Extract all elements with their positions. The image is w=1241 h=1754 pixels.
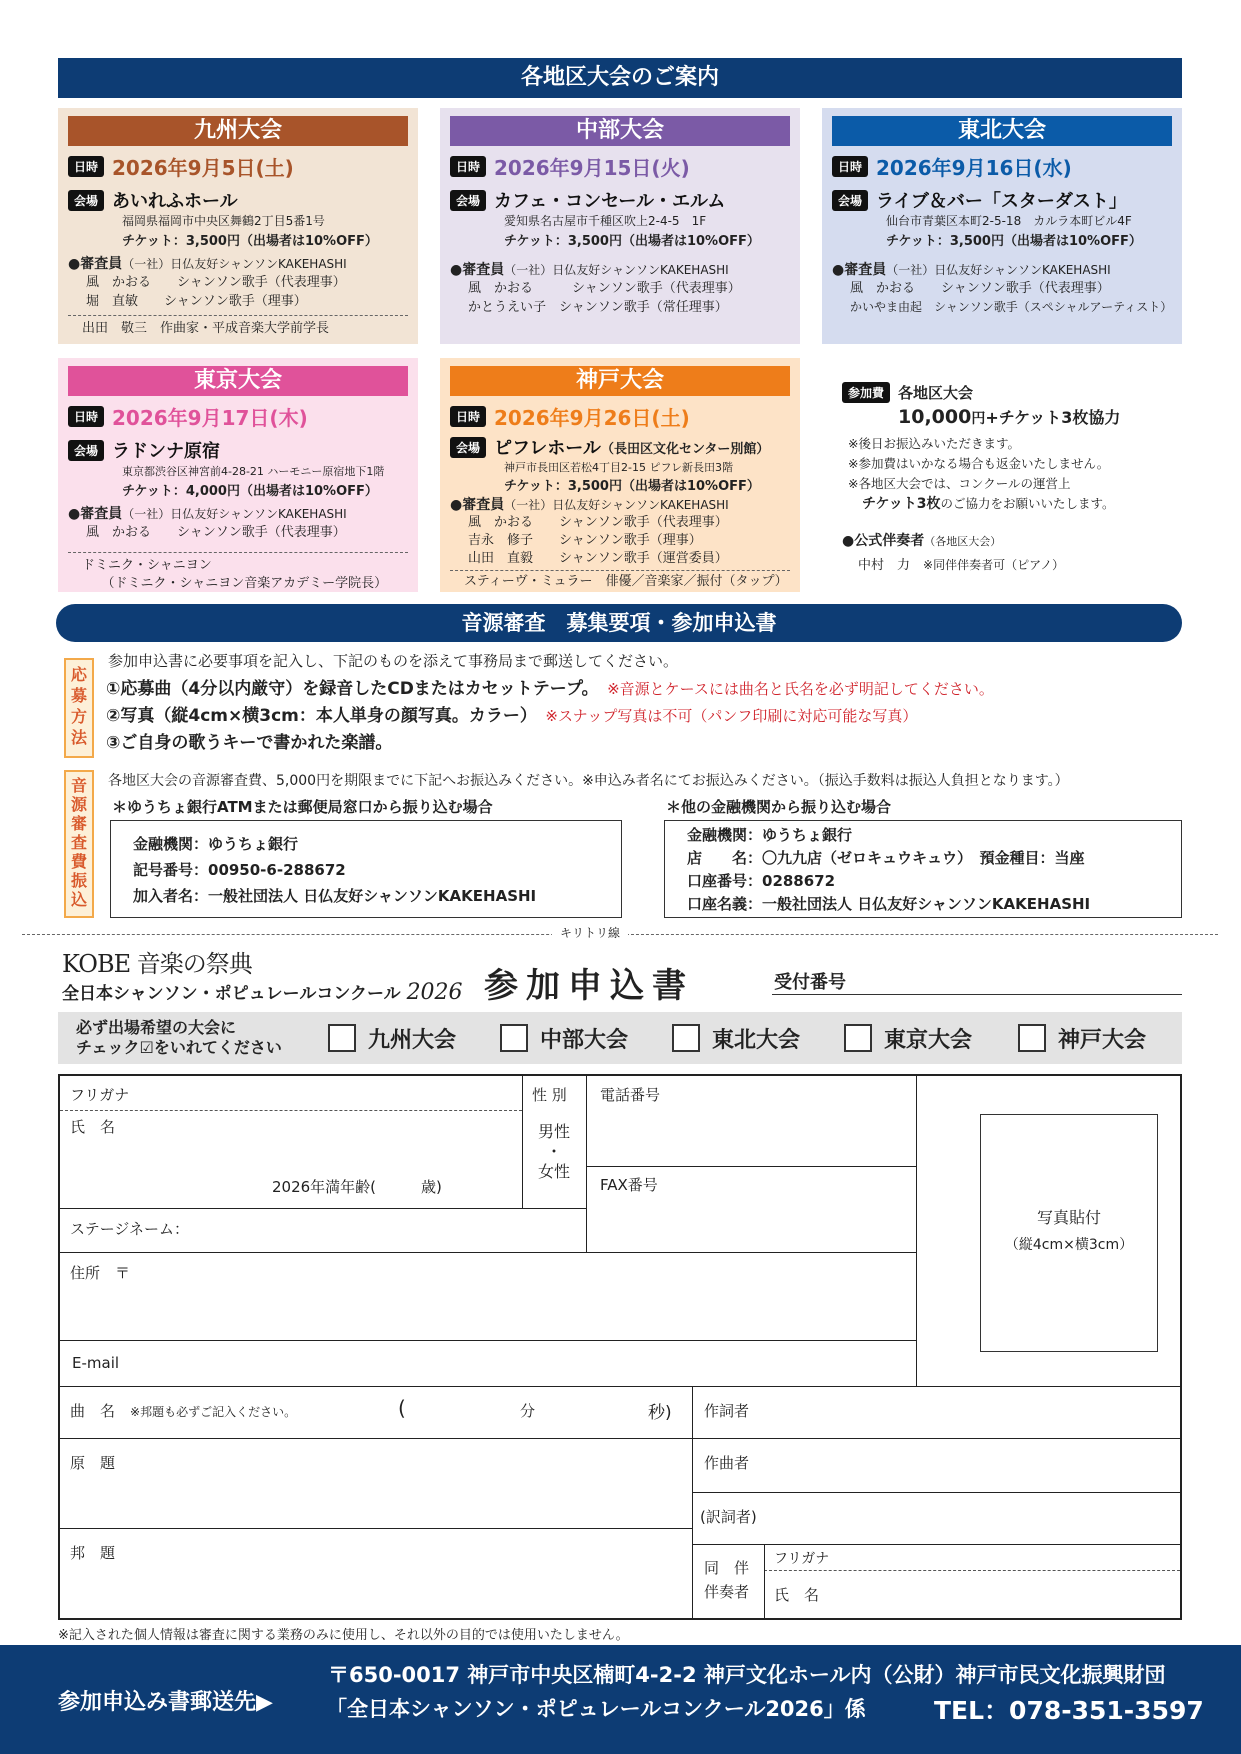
checkbox[interactable]	[844, 1024, 872, 1052]
song-time-min: 分	[520, 1402, 536, 1420]
contest-card-kobe	[440, 358, 800, 592]
contest-venue: ラドンナ原宿	[112, 441, 221, 462]
checkbox[interactable]	[500, 1024, 528, 1052]
gender-options[interactable]: 男性 ・ 女性	[537, 1122, 570, 1181]
contest-address: 仙台市青葉区本町2-5-18 カルラ本町ビル4F	[886, 214, 1132, 228]
contest-ticket: チケット：3,500円（出場者は10%OFF）	[886, 234, 1142, 249]
japanese-title-label: 邦 題	[70, 1544, 116, 1562]
payment-left-heading: ＊ゆうちょ銀行ATMまたは郵便局窓口から振り込む場合	[112, 798, 493, 816]
venue-tag: 会場	[68, 190, 104, 211]
checkbox[interactable]	[328, 1024, 356, 1052]
photo-size: （縦4cm×横3cm）	[1004, 1237, 1134, 1253]
photo-label: 写真貼付	[1036, 1208, 1101, 1227]
guest-judge: スティーヴ・ミュラー 俳優／音楽家／振付（タップ）	[450, 570, 790, 591]
contest-title: 九州大会	[68, 116, 408, 146]
footer-address: 〒650-0017 神戸市中央区楠町4-2-2 神戸文化ホール内（公財）神戸市民文化振興財団	[328, 1663, 1166, 1687]
judges-heading: ●審査員（一社）日仏友好シャンソンKAKEHASHI	[450, 262, 729, 278]
stage-name-label: ステージネーム：	[70, 1220, 189, 1238]
accompanist-furigana-label: フリガナ	[774, 1551, 830, 1567]
judges-heading: ●審査員（一社）日仏友好シャンソンKAKEHASHI	[450, 497, 729, 513]
judge: 風 かおる シャンソン歌手（代表理事）	[86, 525, 346, 540]
judge: 風 かおる シャンソン歌手（代表理事）	[86, 275, 346, 290]
contest-title: 東北大会	[832, 116, 1172, 146]
check-tokyo[interactable]: 東京大会	[844, 1023, 1018, 1054]
contest-title: 神戸大会	[450, 366, 790, 396]
furigana-label: フリガナ	[70, 1086, 130, 1104]
venue-tag: 会場	[68, 440, 104, 461]
accompanist-name-label: 氏 名	[774, 1586, 820, 1604]
contest-ticket: チケット：3,500円（出場者は10%OFF）	[504, 479, 760, 494]
application-form	[58, 1074, 1182, 1620]
footer-tel: TEL：078-351-3597	[934, 1696, 1204, 1725]
date-tag: 日時	[450, 406, 486, 427]
footer-label: 参加申込み書郵送先▶	[58, 1690, 273, 1715]
payment-right-heading: ＊他の金融機関から振り込む場合	[666, 798, 892, 816]
accompanist-label: 同 伴 伴奏者	[704, 1559, 750, 1601]
fee-notes: ※後日お振込みいただきます。 ※参加費はいかなる場合も返金いたしません。 ※各地区大会では、コンクールの運営上 チケット3枚のご協力をお願いいたします。	[848, 436, 1115, 512]
apply-items: ①応募曲（4分以内厳守）を録音したCDまたはカセットテープ。 ※音源とケースには曲名と氏名を必ず明記してください。 ②写真（縦4cm×横3cm：本人単身の顔写真。カラー） ※スナップ写真は不可（パンフ印刷に対応可能な写真） ③ご自身の歌うキーで書かれた楽譜。	[106, 679, 994, 753]
contest-title: 東京大会	[68, 366, 408, 396]
judge: 風 かおる シャンソン歌手（代表理事）	[468, 281, 741, 296]
mailing-footer	[0, 1645, 1241, 1754]
judge: 風 かおる シャンソン歌手（代表理事）	[468, 515, 728, 530]
form-logo: KOBE 音楽の祭典 全日本シャンソン・ポピュレールコンクール 2026	[62, 950, 463, 1005]
contest-ticket: チケット：4,000円（出場者は10%OFF）	[122, 484, 378, 499]
venue-tag: 会場	[450, 190, 486, 211]
payment-left-box: 金融機関：ゆうちょ銀行 記号番号：00950-6-288672 加入者名：一般社団法人 日仏友好シャンソンKAKEHASHI	[110, 820, 622, 918]
contest-ticket: チケット：3,500円（出場者は10%OFF）	[504, 234, 760, 249]
receipt-number-label: 受付番号	[774, 972, 846, 993]
judges-heading: ●審査員（一社）日仏友好シャンソンKAKEHASHI	[68, 506, 347, 522]
judge: 風 かおる シャンソン歌手（代表理事）	[850, 281, 1110, 296]
date-tag: 日時	[832, 156, 868, 177]
fee-amount: 10,000円+チケット3枚協力	[898, 406, 1121, 428]
contest-ticket: チケット：3,500円（出場者は10%OFF）	[122, 234, 378, 249]
contest-venue-sub: （長田区文化センター別館）	[600, 441, 770, 457]
contest-venue: あいれふホール	[112, 191, 238, 212]
contest-address: 東京都渋谷区神宮前4-28-21 ハーモニー原宿地下1階	[122, 465, 385, 478]
check-kobe[interactable]: 神戸大会	[1018, 1023, 1146, 1054]
fee-tag: 参加費	[842, 382, 890, 403]
check-kyushu[interactable]: 九州大会	[328, 1023, 500, 1054]
song-time-sec: 秒)	[648, 1403, 672, 1423]
guest-judge: ドミニク・シャニヨン （ドミニク・シャニヨン音楽アカデミー学院長）	[68, 552, 408, 593]
phone-label: 電話番号	[600, 1086, 661, 1104]
judge: 吉永 修子 シャンソン歌手（理事）	[468, 533, 702, 548]
payment-intro: 各地区大会の音源審査費、5,000円を期限までに下記へお振込みください。※申込み者名にてお振込みください。（振込手数料は振込人負担となります。）	[108, 773, 1069, 789]
contest-date: 2026年9月16日(水)	[876, 156, 1072, 180]
check-tohoku[interactable]: 東北大会	[672, 1023, 844, 1054]
footer-office: 「全日本シャンソン・ポピュレールコンクール2026」係	[326, 1697, 866, 1721]
lyricist-label: 作詞者	[704, 1402, 750, 1420]
song-label: 曲 名 ※邦題も必ずご記入ください。	[70, 1402, 297, 1420]
judge: かいやま由起 シャンソン歌手（スペシャルアーティスト）	[850, 300, 1173, 314]
contest-address: 神戸市長田区若松4丁目2-15 ピフレ新長田3階	[504, 461, 734, 474]
checkbox[interactable]	[672, 1024, 700, 1052]
receipt-number-field[interactable]	[772, 994, 1182, 995]
judge: 堀 直敏 シャンソン歌手（理事）	[86, 294, 307, 309]
composer-label: 作曲者	[704, 1454, 750, 1472]
judge: 山田 直毅 シャンソン歌手（運営委員）	[468, 551, 728, 566]
date-tag: 日時	[68, 406, 104, 427]
checkbox[interactable]	[1018, 1024, 1046, 1052]
contest-card-tokyo	[58, 358, 418, 592]
contest-card-kyushu	[58, 108, 418, 344]
cut-line-label: キリトリ線	[552, 924, 628, 941]
check-chubu[interactable]: 中部大会	[500, 1023, 672, 1054]
venue-tag: 会場	[832, 190, 868, 211]
contest-venue: ピフレホール	[494, 438, 601, 459]
contest-venue: ライブ＆バー「スターダスト」	[876, 191, 1127, 212]
gender-label: 性 別	[532, 1086, 567, 1104]
apply-intro: 参加申込書に必要事項を記入し、下記のものを添えて事務局まで郵送してください。	[108, 652, 679, 670]
address-label: 住所 〒	[70, 1264, 131, 1282]
fax-label: FAX番号	[600, 1176, 658, 1194]
song-time-open: (	[398, 1396, 406, 1420]
contest-date: 2026年9月15日(火)	[494, 156, 690, 180]
date-tag: 日時	[450, 156, 486, 177]
contest-check-bar	[58, 1012, 1182, 1064]
check-instruction: 必ず出場希望の大会に チェック☑をいれてください	[76, 1018, 282, 1057]
contest-date: 2026年9月5日(土)	[112, 156, 294, 180]
header-banner: 各地区大会のご案内	[58, 58, 1182, 98]
contest-title: 中部大会	[450, 116, 790, 146]
venue-tag: 会場	[450, 437, 486, 458]
name-label: 氏 名	[70, 1118, 116, 1136]
judges-heading: ●審査員（一社）日仏友好シャンソンKAKEHASHI	[68, 256, 347, 272]
age-label: 2026年満年齢( 歳)	[272, 1178, 442, 1196]
contest-address: 愛知県名古屋市千種区吹上2-4-5 1F	[504, 214, 707, 228]
contest-address: 福岡県福岡市中央区舞鶴2丁目5番1号	[122, 214, 325, 228]
contest-date: 2026年9月26日(土)	[494, 406, 690, 430]
translator-label: (訳詞者)	[700, 1508, 757, 1526]
original-title-label: 原 題	[70, 1454, 116, 1472]
email-label: E-mail	[72, 1354, 120, 1372]
accompanist-name: 中村 力 ※同伴伴奏者可（ピアノ）	[858, 558, 1065, 573]
contest-card-tohoku	[822, 108, 1182, 344]
privacy-note: ※記入された個人情報は審査に関する業務のみに使用し、それ以外の目的では使用いたしません。	[58, 1628, 629, 1643]
contest-card-chubu	[440, 108, 800, 344]
photo-box[interactable]	[980, 1114, 1158, 1352]
fee-label: 各地区大会	[898, 384, 974, 402]
form-title: 参加申込書	[484, 966, 694, 1006]
contest-venue: カフェ・コンセール・エルム	[494, 191, 726, 212]
contest-date: 2026年9月17日(木)	[112, 406, 308, 430]
payment-right-box: 金融機関：ゆうちょ銀行 店 名：〇九九店（ゼロキュウキュウ） 預金種目：当座 口座番号：0288672 口座名義：一般社団法人 日仏友好シャンソンKAKEHASHI	[664, 820, 1182, 918]
payment-tag: 音源審査費振込	[64, 770, 94, 918]
fee-block	[842, 382, 1182, 573]
apply-tag: 応募方法	[64, 658, 94, 758]
judge: かとうえい子 シャンソン歌手（常任理事）	[468, 300, 728, 315]
accompanist: ●公式伴奏者（各地区大会）	[842, 533, 1002, 549]
judges-heading: ●審査員（一社）日仏友好シャンソンKAKEHASHI	[832, 262, 1111, 278]
section-banner: 音源審査 募集要項・参加申込書	[56, 604, 1182, 642]
guest-judge: 出田 敬三 作曲家・平成音楽大学前学長	[68, 315, 408, 338]
date-tag: 日時	[68, 156, 104, 177]
